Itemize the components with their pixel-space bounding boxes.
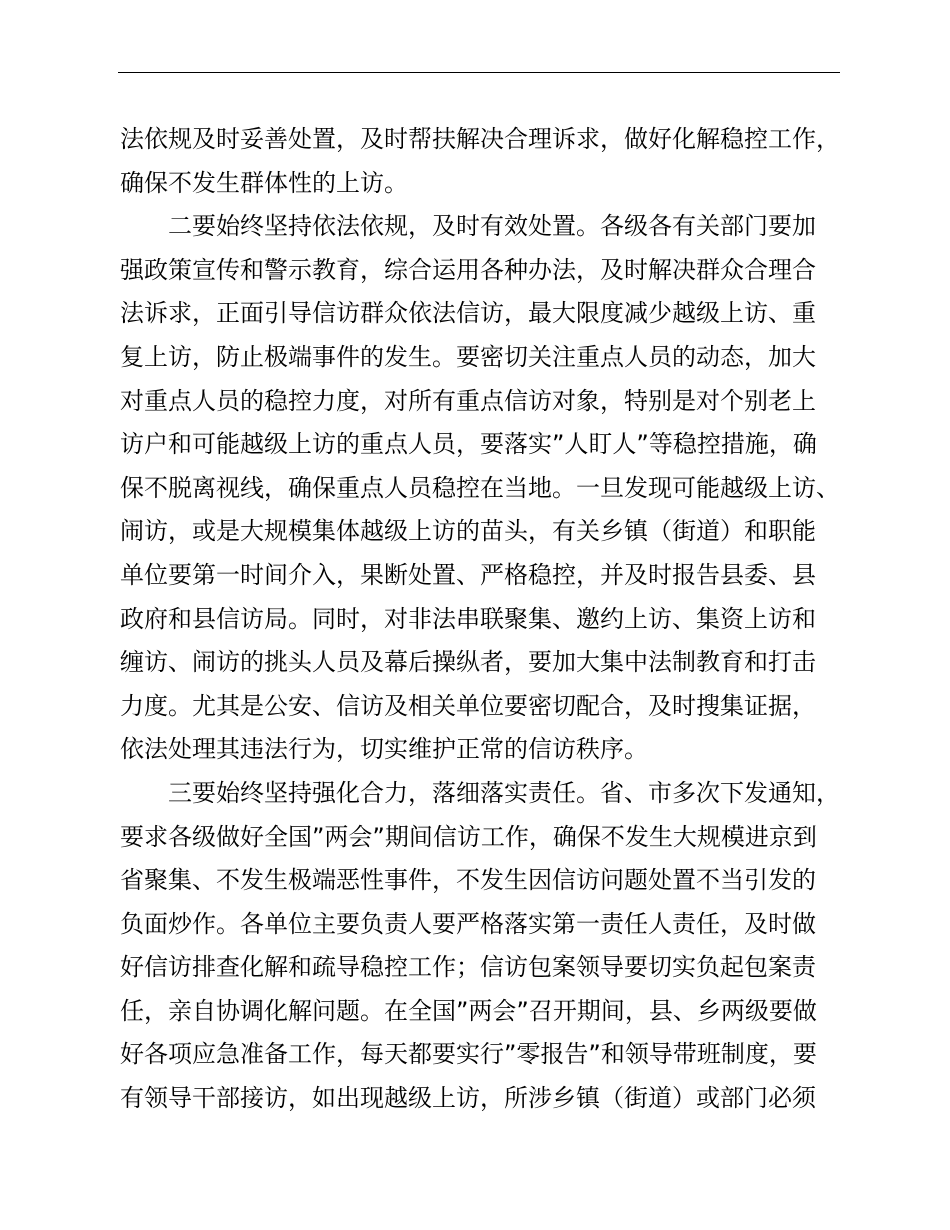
text-line: 确保不发生群体性的上访。 [120, 168, 408, 197]
text-line: 缠访、闹访的挑头人员及幕后操纵者，要加大集中法制教育和打击 [120, 648, 816, 677]
text-line: 二要始终坚持依法依规，及时有效处置。各级各有关部门要加 [168, 212, 816, 241]
text-line: 负面炒作。各单位主要负责人要严格落实第一责任人责任，及时做 [120, 909, 816, 938]
text-line: 政府和县信访局。同时，对非法串联聚集、邀约上访、集资上访和 [120, 604, 816, 633]
text-line: 闹访，或是大规模集体越级上访的苗头，有关乡镇（街道）和职能 [120, 517, 816, 546]
document-body [120, 118, 860, 1121]
text-line: 强政策宣传和警示教育，综合运用各种办法，及时解决群众合理合 [120, 255, 816, 284]
header-rule [118, 72, 840, 73]
text-line: 有领导干部接访，如出现越级上访，所涉乡镇（街道）或部门必须 [120, 1084, 816, 1113]
text-line: 复上访，防止极端事件的发生。要密切关注重点人员的动态，加大 [120, 342, 816, 371]
text-line: 单位要第一时间介入，果断处置、严格稳控，并及时报告县委、县 [120, 560, 816, 589]
text-line: 好信访排查化解和疏导稳控工作；信访包案领导要切实负起包案责 [120, 953, 816, 982]
text-line: 依法处理其违法行为，切实维护正常的信访秩序。 [120, 735, 648, 764]
text-line: 任，亲自协调化解问题。在全国”两会”召开期间，县、乡两级要做 [120, 996, 817, 1025]
text-line: 要求各级做好全国”两会”期间信访工作，确保不发生大规模进京到 [120, 822, 817, 851]
text-line: 保不脱离视线，确保重点人员稳控在当地。一旦发现可能越级上访、 [120, 473, 840, 502]
text-line: 对重点人员的稳控力度，对所有重点信访对象，特别是对个别老上 [120, 386, 816, 415]
text-line: 法诉求，正面引导信访群众依法信访，最大限度减少越级上访、重 [120, 299, 816, 328]
text-line: 省聚集、不发生极端恶性事件，不发生因信访问题处置不当引发的 [120, 866, 816, 895]
text-line: 力度。尤其是公安、信访及相关单位要密切配合，及时搜集证据， [120, 691, 816, 720]
text-line: 三要始终坚持强化合力，落细落实责任。省、市多次下发通知， [168, 778, 840, 807]
text-line: 好各项应急准备工作，每天都要实行”零报告”和领导带班制度，要 [120, 1040, 817, 1069]
text-line: 法依规及时妥善处置，及时帮扶解决合理诉求，做好化解稳控工作， [120, 125, 840, 153]
text-line: 访户和可能越级上访的重点人员，要落实”人盯人”等稳控措施，确 [120, 430, 817, 459]
